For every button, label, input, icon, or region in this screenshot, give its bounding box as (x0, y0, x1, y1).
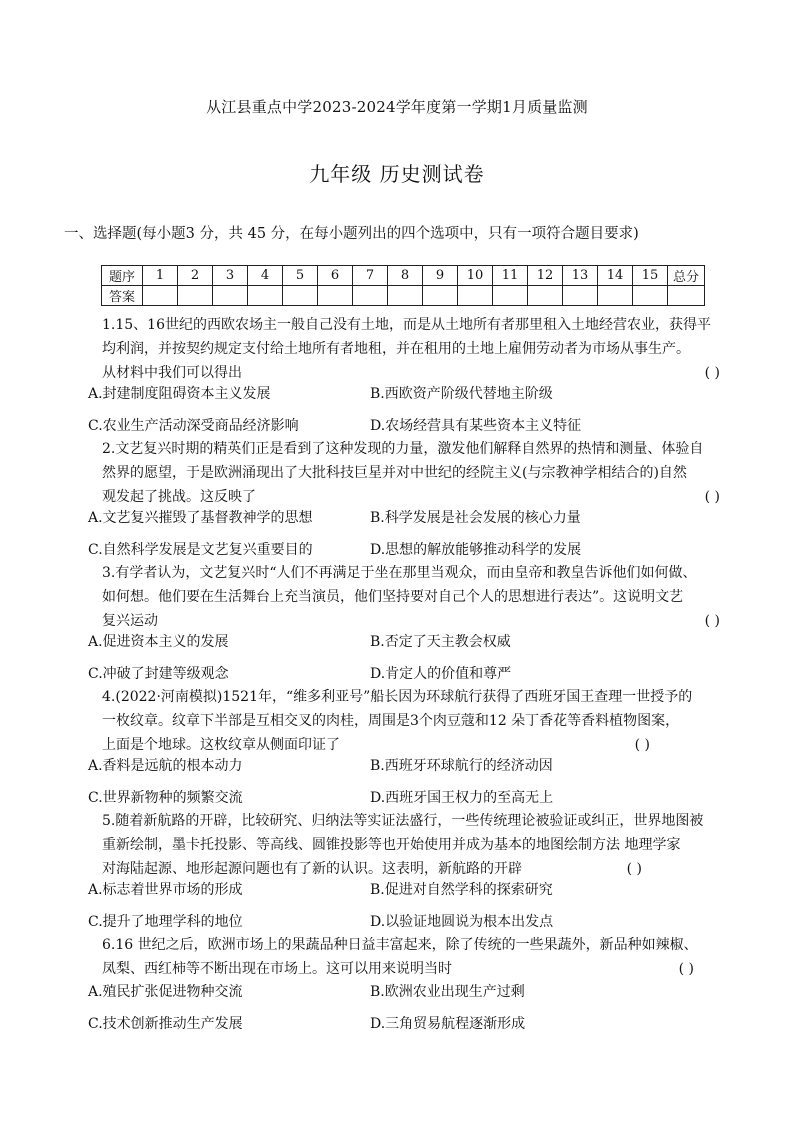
question-line: 对海陆起源、地形起源问题也有了新的认识。这表明，新航路的开辟 (102, 861, 522, 877)
option-b: B.西班牙环球航行的经济动因 (370, 758, 553, 774)
answer-cell[interactable] (248, 286, 283, 306)
question-3 (88, 561, 738, 633)
answer-paren: ( ) (678, 961, 694, 977)
answer-cell[interactable] (213, 286, 248, 306)
option-a: A.文艺复兴摧毁了基督教神学的思想 (88, 510, 313, 526)
options-row (88, 538, 738, 562)
grid-total-label: 总分 (668, 266, 705, 286)
grid-number-cell: 1 (143, 266, 178, 286)
grid-number-cell: 3 (213, 266, 248, 286)
option-d: D.农场经营具有某些资本主义特征 (370, 418, 582, 434)
answer-cell[interactable] (143, 286, 178, 306)
answer-cell[interactable] (458, 286, 493, 306)
answer-cell[interactable] (598, 286, 633, 306)
question-line: 如何想。他们要在生活舞台上充当演员，他们坚持要对自己个人的思想进行表达”。这说明文艺 (102, 589, 684, 605)
question-line: 3.有学者认为，文艺复兴时“人们不再满足于坐在那里当观众，而由皇帝和教皇告诉他们如何做、 (102, 565, 697, 581)
question-line: 复兴运动 (102, 613, 158, 629)
answer-cell[interactable] (283, 286, 318, 306)
exam-title: 九年级 历史测试卷 (309, 162, 485, 186)
school-title: 从江县重点中学2023-2024学年度第一学期1月质量监测 (206, 98, 588, 116)
grid-number-cell: 9 (423, 266, 458, 286)
answer-cell[interactable] (353, 286, 388, 306)
options-row (88, 910, 738, 934)
grid-number-cell: 2 (178, 266, 213, 286)
grid-number-cell: 6 (318, 266, 353, 286)
answer-paren: ( ) (626, 861, 642, 877)
option-b: B.西欧资产阶级代替地主阶级 (370, 386, 553, 402)
option-c: C.冲破了封建等级观念 (88, 666, 229, 682)
answer-cell[interactable] (633, 286, 668, 306)
answer-grid-answer-row (102, 286, 705, 306)
question-1 (88, 313, 738, 385)
answer-paren: ( ) (634, 737, 650, 753)
option-b: B.欧洲农业出现生产过剩 (370, 984, 525, 1000)
options-row (88, 382, 738, 406)
option-d: D.思想的解放能够推动科学的发展 (370, 542, 582, 558)
options-row (88, 414, 738, 438)
options-row (88, 506, 738, 530)
grid-number-cell: 4 (248, 266, 283, 286)
option-d: D.以验证地圆说为根本出发点 (370, 914, 554, 930)
option-a: A.标志着世界市场的形成 (88, 882, 243, 898)
grid-number-cell: 10 (458, 266, 493, 286)
option-c: C.提升了地理学科的地位 (88, 914, 243, 930)
answer-paren: ( ) (704, 613, 720, 629)
option-b: B.否定了天主教会权威 (370, 634, 511, 650)
option-d: D.肯定人的价值和尊严 (370, 666, 512, 682)
options-row (88, 878, 738, 902)
question-line: 凤梨、西红柿等不断出现在市场上。这可以用来说明当时 (102, 961, 452, 977)
question-line: 上面是个地球。这枚纹章从侧面印证了 (102, 737, 340, 753)
option-a: A.香料是远航的根本动力 (88, 758, 243, 774)
option-b: B.科学发展是社会发展的核心力量 (370, 510, 581, 526)
option-a: A.殖民扩张促进物种交流 (88, 984, 243, 1000)
question-4 (88, 685, 738, 757)
options-row (88, 662, 738, 686)
option-d: D.西班牙国王权力的至高无上 (370, 790, 554, 806)
answer-grid-header-row (102, 266, 705, 286)
option-a: A.封建制度阻碍资本主义发展 (88, 386, 271, 402)
question-line: 从材料中我们可以得出 (102, 365, 242, 381)
options-row (88, 786, 738, 810)
answer-cell[interactable] (178, 286, 213, 306)
question-line: 1.15、16世纪的西欧农场主一般自己没有土地，而是从土地所有者那里租入土地经营农业，获得平 (102, 317, 711, 333)
options-row (88, 1012, 738, 1036)
grid-number-cell: 12 (528, 266, 563, 286)
answer-cell[interactable] (318, 286, 353, 306)
option-a: A.促进资本主义的发展 (88, 634, 229, 650)
question-line: 然界的愿望，于是欧洲涌现出了大批科技巨星并对中世纪的经院主义(与宗教神学相结合的)自然 (102, 465, 687, 481)
question-5 (88, 809, 738, 881)
answer-grid (101, 265, 705, 306)
options-row (88, 980, 738, 1004)
option-b: B.促进对自然学科的探索研究 (370, 882, 553, 898)
option-c: C.农业生产活动深受商品经济影响 (88, 418, 299, 434)
grid-row-label: 题序 (102, 266, 143, 286)
question-line: 5.随着新航路的开辟，比较研究、归纳法等实证法盛行，一些传统理论被验证或纠正，世界地图被 (102, 813, 704, 829)
option-d: D.三角贸易航程逐渐形成 (370, 1016, 526, 1032)
grid-number-cell: 14 (598, 266, 633, 286)
answer-paren: ( ) (704, 489, 720, 505)
question-line: 2.文艺复兴时期的精英们正是看到了这种发现的力量，激发他们解释自然界的热情和测量、体验自 (102, 441, 704, 457)
grid-row-label: 答案 (102, 286, 143, 306)
option-c: C.世界新物种的频繁交流 (88, 790, 243, 806)
total-score-cell[interactable] (668, 286, 705, 306)
grid-number-cell: 7 (353, 266, 388, 286)
answer-cell[interactable] (563, 286, 598, 306)
answer-cell[interactable] (493, 286, 528, 306)
question-line: 4.(2022·河南模拟)1521年，“维多利亚号”船长因为环球航行获得了西班牙国王查理一世授予的 (102, 689, 693, 705)
options-row (88, 754, 738, 778)
question-6 (88, 933, 738, 981)
grid-number-cell: 8 (388, 266, 423, 286)
answer-cell[interactable] (388, 286, 423, 306)
question-line: 观发起了挑战。这反映了 (102, 489, 256, 505)
question-line: 6.16 世纪之后，欧洲市场上的果蔬品种日益丰富起来，除了传统的一些果蔬外，新品种如辣椒、 (102, 937, 698, 953)
grid-number-cell: 13 (563, 266, 598, 286)
question-line: 重新绘制，墨卡托投影、等高线、圆锥投影等也开始使用并成为基本的地图绘制方法 地理学家 (102, 837, 681, 853)
options-row (88, 630, 738, 654)
question-line: 一枚纹章。纹章下半部是互相交叉的肉桂，周围是3个肉豆蔻和12 朵丁香花等香料植物图案， (102, 713, 680, 729)
section-heading: 一、选择题(每小题3 分，共 45 分，在每小题列出的四个选项中，只有一项符合题目要求) (64, 226, 639, 242)
question-2 (88, 437, 738, 509)
answer-cell[interactable] (423, 286, 458, 306)
grid-number-cell: 5 (283, 266, 318, 286)
answer-cell[interactable] (528, 286, 563, 306)
answer-paren: ( ) (704, 365, 720, 381)
option-c: C.自然科学发展是文艺复兴重要目的 (88, 542, 313, 558)
grid-number-cell: 11 (493, 266, 528, 286)
option-c: C.技术创新推动生产发展 (88, 1016, 243, 1032)
grid-number-cell: 15 (633, 266, 668, 286)
question-line: 均利润，并按契约规定支付给土地所有者地租，并在租用的土地上雇佣劳动者为市场从事生产。 (102, 341, 690, 357)
